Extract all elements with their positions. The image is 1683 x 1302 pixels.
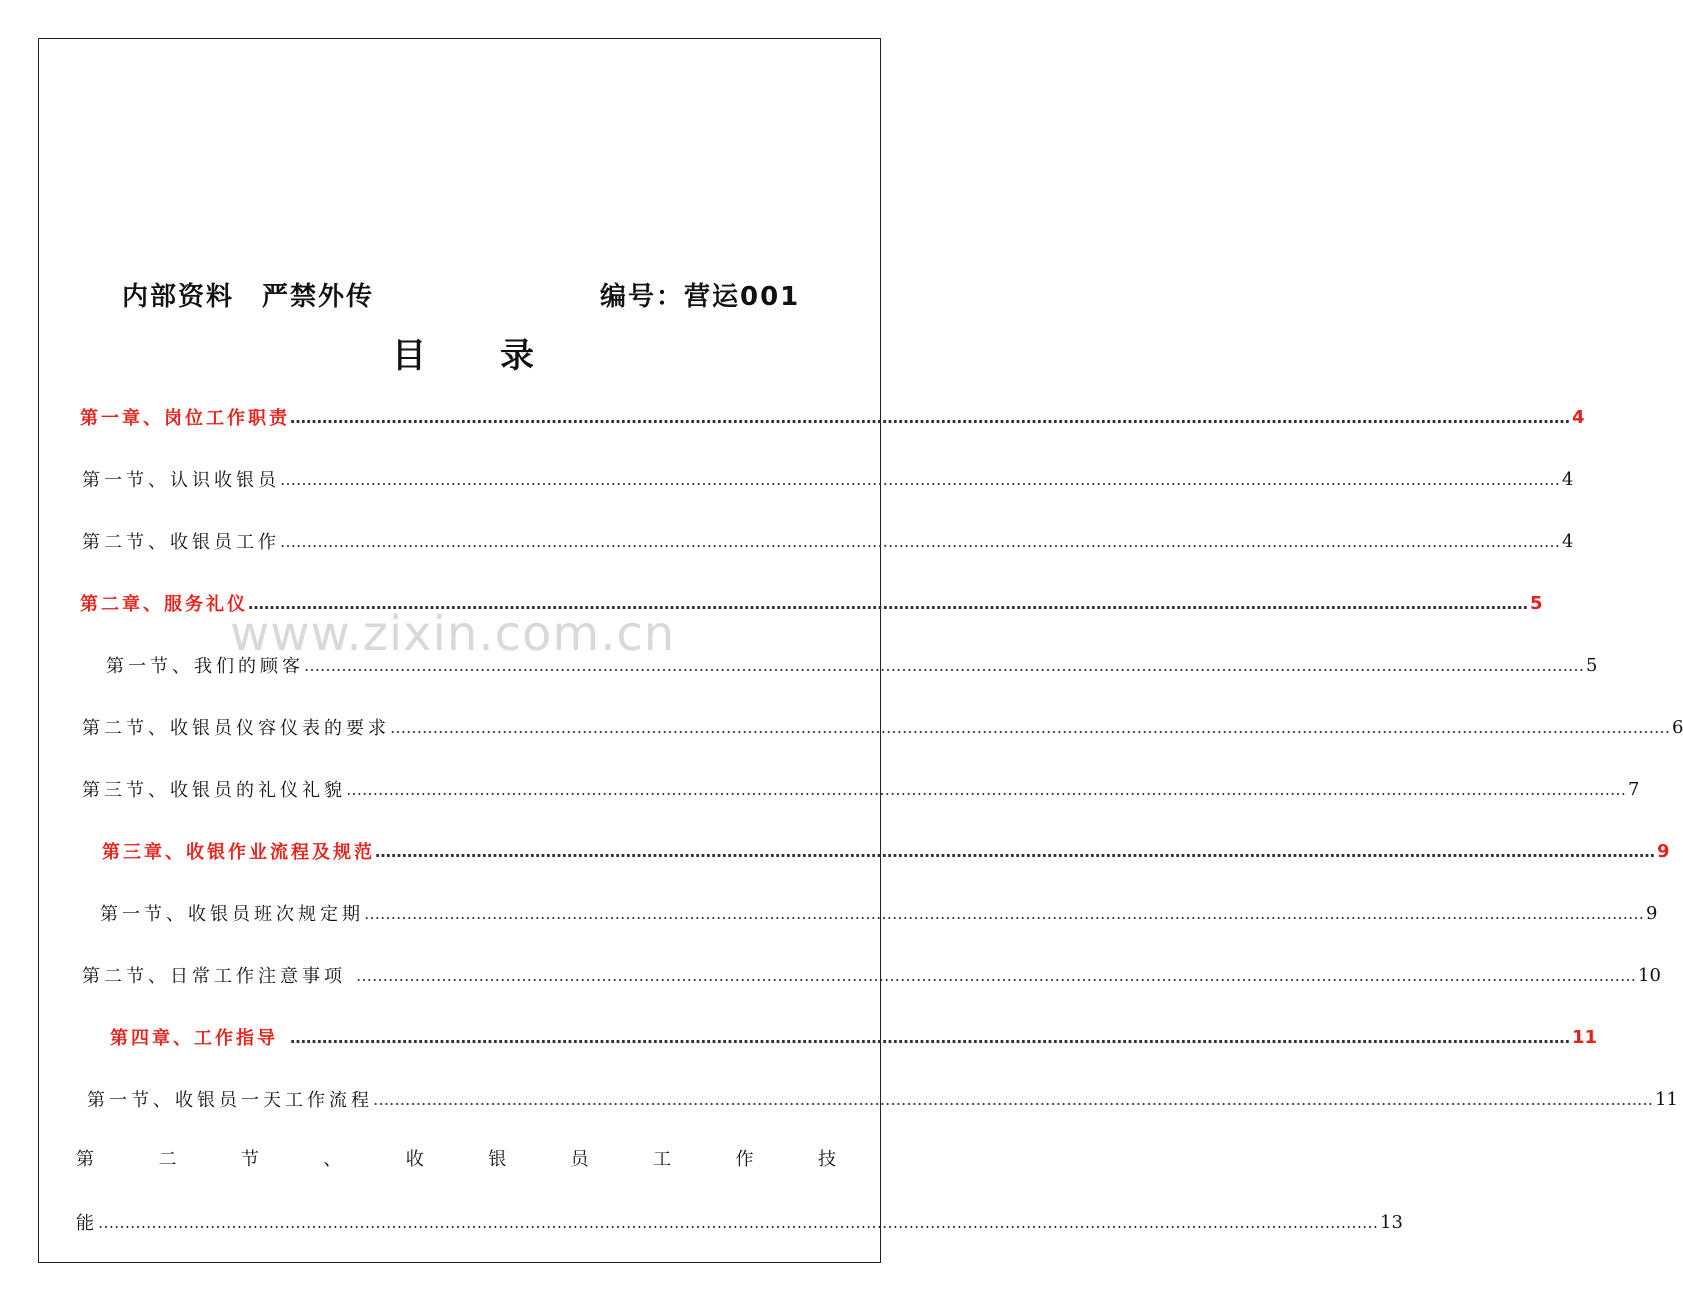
toc-entry[interactable] <box>82 960 1661 990</box>
toc-entry-page: 7 <box>1628 778 1640 800</box>
title-part-1: 目 <box>392 336 426 376</box>
toc-entry-page: 13 <box>1380 1211 1403 1233</box>
toc-leader-dots: …………………………………………………………………………………………………………………………………………………………………………………………………………………… <box>290 1027 1570 1047</box>
toc-entry-label: 能 <box>76 1213 98 1234</box>
justified-char: 员 <box>570 1149 589 1170</box>
toc-entry-label: 第三章、收银作业流程及规范 <box>102 842 375 863</box>
toc-entry-page: 9 <box>1657 840 1670 862</box>
toc-entry-page: 5 <box>1530 592 1543 614</box>
toc-leader-dots: …………………………………………………………………………………………………………………………………………………………………………………………………………………… <box>290 407 1570 427</box>
justified-char: 技 <box>817 1149 836 1170</box>
toc-entry-label: 第三节、收银员的礼仪礼貌 <box>82 780 346 801</box>
toc-leader-dots: …………………………………………………………………………………………………………………………………………………………………………………………………………………… <box>375 841 1655 861</box>
toc-entry[interactable] <box>82 464 1574 494</box>
toc-entry[interactable] <box>100 898 1658 928</box>
justified-char: 作 <box>735 1149 754 1170</box>
justified-char: 收 <box>405 1149 424 1170</box>
toc-leader-dots: …………………………………………………………………………………………………………………………………………………………………………………………………………………… <box>356 965 1636 985</box>
toc-leader-dots: …………………………………………………………………………………………………………………………………………………………………………………………………………………… <box>373 1089 1653 1109</box>
toc-entry[interactable] <box>110 1022 1598 1052</box>
toc-entry-page: 4 <box>1562 530 1574 552</box>
toc-entry-page: 4 <box>1572 406 1585 428</box>
toc-entry-page: 11 <box>1572 1026 1598 1048</box>
watermark: www.zixin.com.cn <box>230 606 676 662</box>
toc-entry[interactable] <box>82 712 1683 742</box>
justified-char: 银 <box>488 1149 507 1170</box>
toc-entry-label: 第一节、认识收银员 <box>82 470 280 491</box>
title-part-2: 录 <box>500 336 534 376</box>
toc-entry-label: 第四章、工作指导 <box>110 1028 278 1049</box>
toc-entry-label: 第二节、收银员仪容仪表的要求 <box>82 718 390 739</box>
toc-entry-label: 第一节、收银员一天工作流程 <box>87 1090 373 1111</box>
toc-entry[interactable] <box>102 836 1670 866</box>
toc-entry[interactable] <box>87 1084 1678 1114</box>
toc-entry[interactable] <box>80 402 1585 432</box>
toc-entry[interactable] <box>106 650 1598 680</box>
justified-char: 、 <box>323 1149 342 1170</box>
toc-entry-label: 第一节、收银员班次规定期 <box>100 904 364 925</box>
justified-char: 第 <box>76 1149 94 1170</box>
document-number: 编号：营运001 <box>600 282 801 312</box>
toc-entry-page: 4 <box>1562 468 1574 490</box>
toc-entry-label: 第一节、我们的顾客 <box>106 656 304 677</box>
toc-entry-justified-line[interactable] <box>76 1145 836 1175</box>
toc-leader-dots: …………………………………………………………………………………………………………………………………………………………………………………………………………………… <box>280 531 1560 551</box>
toc-leader-dots: …………………………………………………………………………………………………………………………………………………………………………………………………………………… <box>364 903 1644 923</box>
toc-entry-page: 11 <box>1655 1088 1678 1110</box>
toc-entry-page: 5 <box>1586 654 1598 676</box>
toc-entry-label: 第二节、收银员工作 <box>82 532 280 553</box>
toc-entry[interactable] <box>82 526 1574 556</box>
toc-entry-page: 6 <box>1672 716 1683 738</box>
toc-entry[interactable] <box>80 588 1543 618</box>
toc-leader-dots: …………………………………………………………………………………………………………………………………………………………………………………………………………………… <box>280 469 1560 489</box>
toc-entry-page: 10 <box>1638 964 1661 986</box>
toc-leader-dots: …………………………………………………………………………………………………………………………………………………………………………………………………………………… <box>390 717 1670 737</box>
toc-leader-dots: …………………………………………………………………………………………………………………………………………………………………………………………………………………… <box>304 655 1584 675</box>
toc-leader-dots: …………………………………………………………………………………………………………………………………………………………………………………………………………………… <box>98 1212 1378 1232</box>
toc-entry-label: 第二节、日常工作注意事项 <box>82 966 346 987</box>
justified-char: 工 <box>653 1149 672 1170</box>
document-header <box>0 276 920 316</box>
toc-entry-page: 9 <box>1646 902 1658 924</box>
toc-entry-label: 第一章、岗位工作职责 <box>80 408 290 429</box>
confidential-label: 内部资料 严禁外传 <box>122 282 375 312</box>
toc-leader-dots: …………………………………………………………………………………………………………………………………………………………………………………………………………………… <box>346 779 1626 799</box>
toc-entry-label: 第二章、服务礼仪 <box>80 594 248 615</box>
toc-leader-dots: …………………………………………………………………………………………………………………………………………………………………………………………………………………… <box>248 593 1528 613</box>
justified-char: 节 <box>240 1149 259 1170</box>
justified-char: 二 <box>158 1149 177 1170</box>
toc-entry[interactable] <box>82 774 1640 804</box>
toc-entry-continuation[interactable] <box>76 1207 1403 1237</box>
